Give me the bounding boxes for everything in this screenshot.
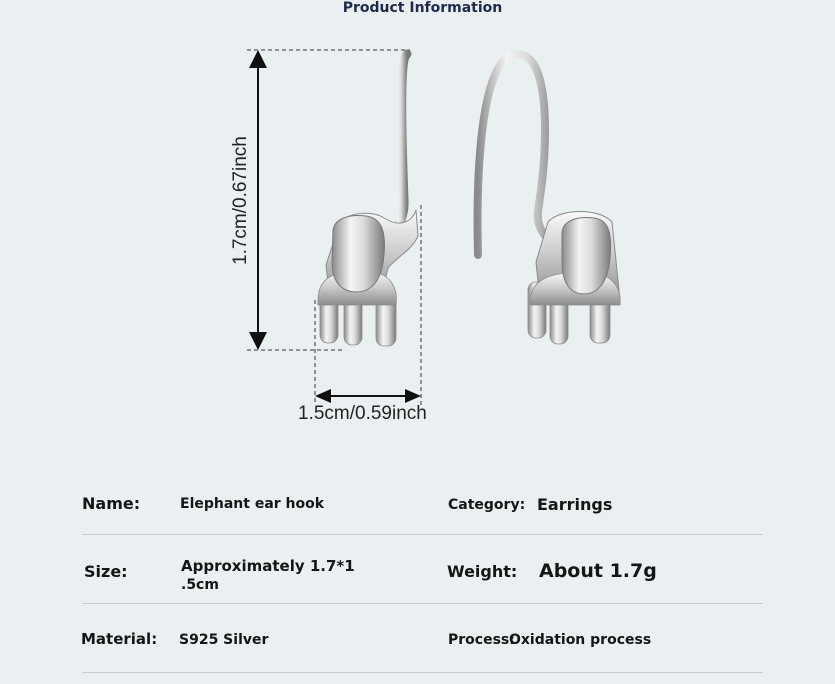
right-earring xyxy=(478,54,621,344)
process-value: Oxidation process xyxy=(509,632,652,648)
height-arrow-up xyxy=(249,50,267,68)
category-label: Category: xyxy=(448,497,526,513)
weight-label: Weight: xyxy=(447,562,518,581)
page-title: Product Information xyxy=(342,0,503,16)
width-arrow-right xyxy=(405,389,421,403)
name-value: Elephant ear hook xyxy=(180,496,325,512)
material-label: Material: xyxy=(81,630,158,648)
category-value: Earrings xyxy=(537,495,613,514)
process-label: Process: xyxy=(448,632,515,648)
width-arrow-left xyxy=(315,389,331,403)
left-earring xyxy=(318,54,418,346)
height-arrow-down xyxy=(249,332,267,350)
size-label: Size: xyxy=(84,562,128,581)
size-value-line-2: .5cm xyxy=(181,577,219,593)
row-divider-3 xyxy=(82,672,763,673)
name-label: Name: xyxy=(82,494,141,513)
material-value: S925 Silver xyxy=(179,632,269,648)
row-divider-2 xyxy=(82,603,763,604)
height-label: 1.7cm/0.67inch xyxy=(230,136,251,265)
size-value-line-1: Approximately 1.7*1 xyxy=(181,557,355,575)
weight-value: About 1.7g xyxy=(539,560,657,582)
width-label: 1.5cm/0.59inch xyxy=(298,403,427,424)
row-divider-1 xyxy=(82,534,763,535)
